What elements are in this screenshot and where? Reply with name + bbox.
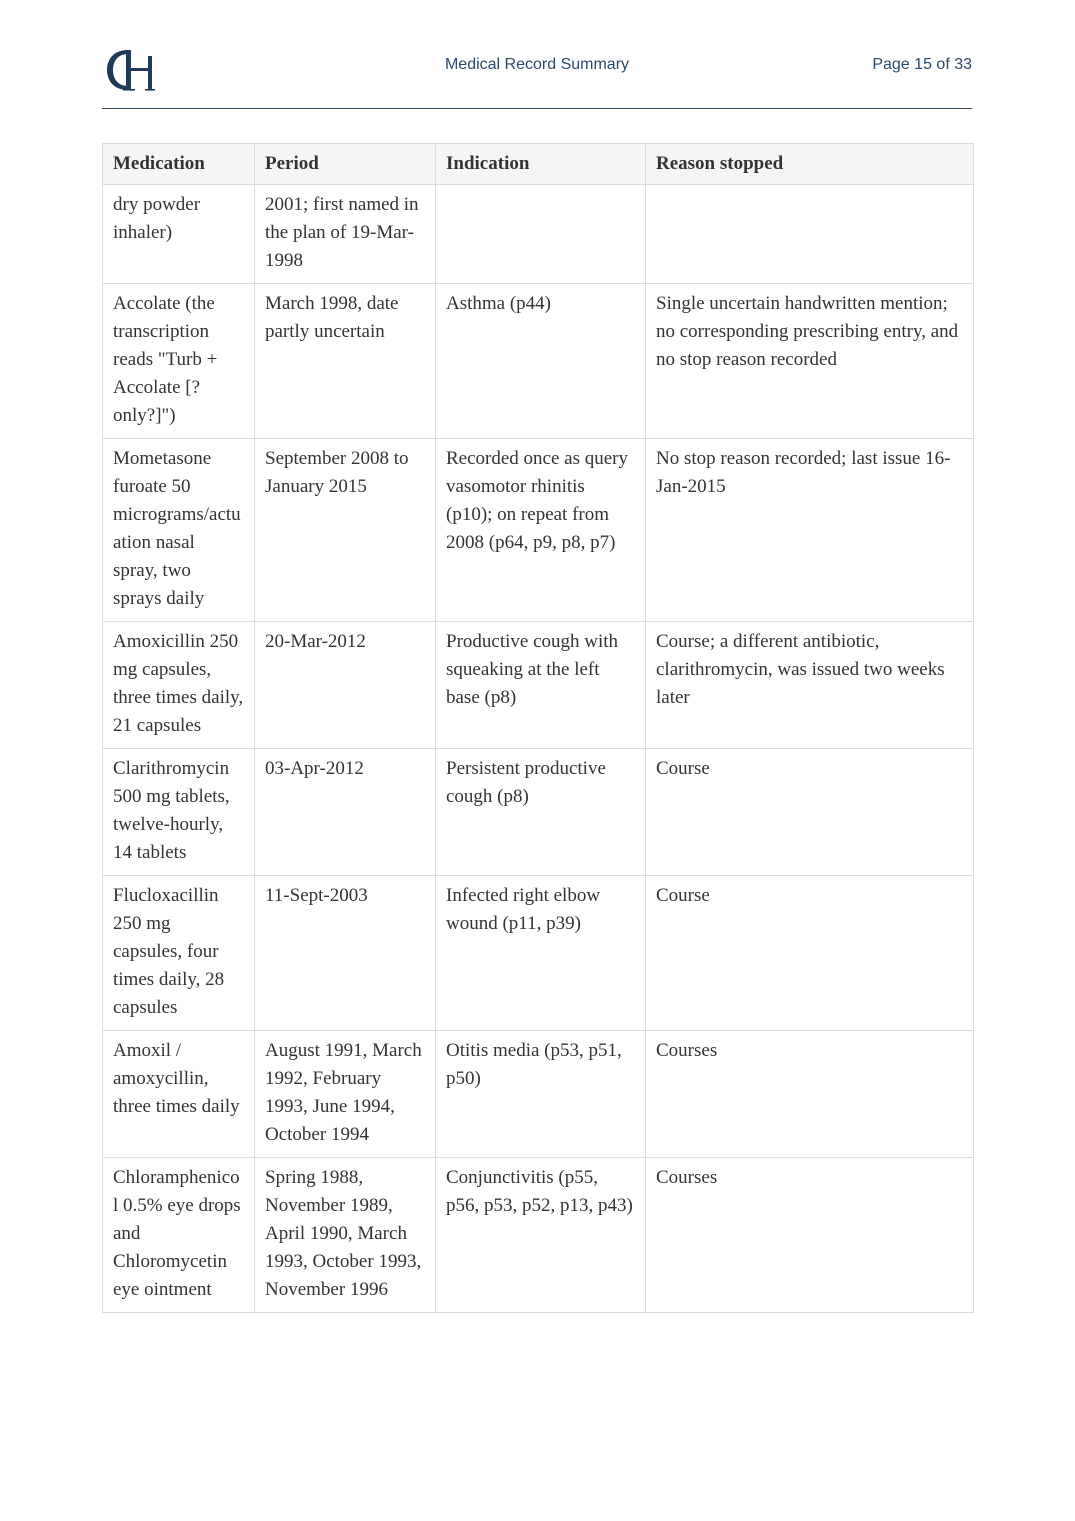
cell-indication: Asthma (p44) — [436, 284, 646, 439]
column-header-medication: Medication — [103, 144, 255, 185]
page-number: Page 15 of 33 — [872, 56, 972, 73]
cell-reason-stopped: Courses — [646, 1158, 974, 1313]
table-row — [103, 1158, 974, 1313]
table-row — [103, 749, 974, 876]
column-header-reason-stopped: Reason stopped — [646, 144, 974, 185]
cell-medication: Accolate (the transcription reads "Turb + Accolate [?only?]") — [103, 284, 255, 439]
cell-indication: Persistent productive cough (p8) — [436, 749, 646, 876]
medication-table — [102, 143, 974, 1313]
cell-medication: dry powder inhaler) — [103, 185, 255, 284]
cell-medication: Amoxil / amoxycillin, three times daily — [103, 1031, 255, 1158]
cell-indication: Productive cough with squeaking at the left base (p8) — [436, 622, 646, 749]
cell-period: March 1998, date partly uncertain — [255, 284, 436, 439]
cell-period: September 2008 to January 2015 — [255, 439, 436, 622]
table-row — [103, 284, 974, 439]
cell-reason-stopped: Course — [646, 749, 974, 876]
cell-medication: Amoxicillin 250 mg capsules, three times daily, 21 capsules — [103, 622, 255, 749]
cell-indication: Recorded once as query vasomotor rhinitis (p10); on repeat from 2008 (p64, p9, p8, p7) — [436, 439, 646, 622]
cell-period: 20-Mar-2012 — [255, 622, 436, 749]
cell-reason-stopped: Course; a different antibiotic, clarithromycin, was issued two weeks later — [646, 622, 974, 749]
table-row — [103, 876, 974, 1031]
cell-medication: Chloramphenicol 0.5% eye drops and Chloromycetin eye ointment — [103, 1158, 255, 1313]
cell-period: Spring 1988, November 1989, April 1990, March 1993, October 1993, November 1996 — [255, 1158, 436, 1313]
cell-reason-stopped: Single uncertain handwritten mention; no corresponding prescribing entry, and no stop reason recorded — [646, 284, 974, 439]
table-header-row — [103, 144, 974, 185]
cell-period: 11-Sept-2003 — [255, 876, 436, 1031]
cell-period: 2001; first named in the plan of 19-Mar-1998 — [255, 185, 436, 284]
cell-indication: Conjunctivitis (p55, p56, p53, p52, p13, p43) — [436, 1158, 646, 1313]
cell-reason-stopped — [646, 185, 974, 284]
table-row — [103, 1031, 974, 1158]
document-title: Medical Record Summary — [444, 56, 630, 73]
cell-medication: Flucloxacillin 250 mg capsules, four times daily, 28 capsules — [103, 876, 255, 1031]
page-header — [102, 0, 972, 109]
cell-medication: Clarithromycin 500 mg tablets, twelve-hourly, 14 tablets — [103, 749, 255, 876]
table-row — [103, 185, 974, 284]
table-row — [103, 622, 974, 749]
cell-reason-stopped: No stop reason recorded; last issue 16-Jan-2015 — [646, 439, 974, 622]
cell-period: August 1991, March 1992, February 1993, June 1994, October 1994 — [255, 1031, 436, 1158]
cell-indication: Otitis media (p53, p51, p50) — [436, 1031, 646, 1158]
column-header-indication: Indication — [436, 144, 646, 185]
cell-reason-stopped: Course — [646, 876, 974, 1031]
table-row — [103, 439, 974, 622]
cell-indication — [436, 185, 646, 284]
column-header-period: Period — [255, 144, 436, 185]
cell-period: 03-Apr-2012 — [255, 749, 436, 876]
cell-reason-stopped: Courses — [646, 1031, 974, 1158]
cell-indication: Infected right elbow wound (p11, p39) — [436, 876, 646, 1031]
cell-medication: Mometasone furoate 50 micrograms/actuation nasal spray, two sprays daily — [103, 439, 255, 622]
